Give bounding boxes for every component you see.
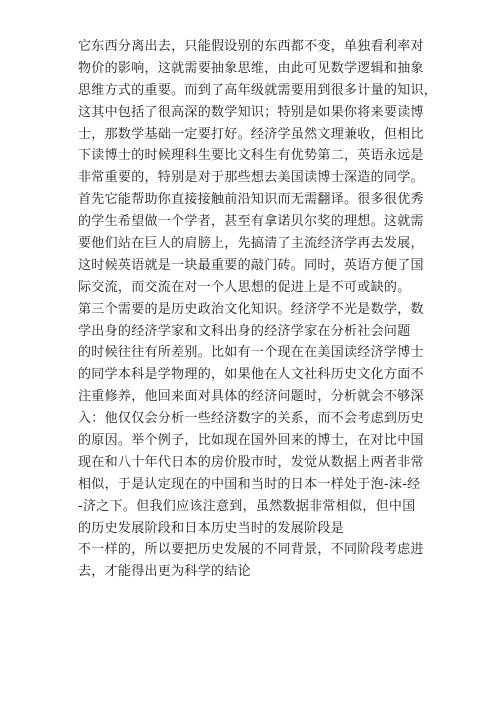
text-line: 入：他仅仅会分析一些经济数字的关系，而不会考虑到历史: [78, 411, 424, 427]
text-line: 际交流，而交流在对一个人思想的促进上是不可或缺的。: [78, 279, 411, 295]
body-text: [78, 36, 438, 583]
text-line: 的学生希望做一个学者，甚至有拿诺贝尔奖的理想。这就需: [78, 214, 424, 230]
text-line: 下读博士的时候理科生要比文科生有优势第二，英语永远是: [78, 148, 424, 164]
text-line: -济之下。但我们应该注意到，虽然数据非常相似，但中国: [78, 498, 416, 514]
text-line: 学出身的经济学家和文科出身的经济学家在分析社会问题: [78, 323, 411, 339]
text-line: 首先它能帮助你直接接触前沿知识而无需翻译。很多很优秀: [78, 192, 424, 208]
text-line: 物价的影响，这就需要抽象思维，由此可见数学逻辑和抽象: [78, 60, 424, 76]
text-line: 的原因。举个例子，比如现在国外回来的博士，在对比中国: [78, 433, 424, 449]
text-line: 思维方式的重要。而到了高年级就需要用到很多计量的知识，: [78, 82, 438, 98]
text-line: 的同学本科是学物理的，如果他在人文社科历史文化方面不: [78, 367, 424, 383]
text-line: 要他们站在巨人的肩膀上，先搞清了主流经济学再去发展，: [78, 236, 424, 252]
text-line: 的历史发展阶段和日本历史当时的发展阶段是: [78, 520, 345, 536]
text-line: 相似，于是认定现在的中国和当时的日本一样处于泡-沫-经: [78, 476, 421, 492]
text-line: 这时候英语就是一块最重要的敲门砖。同时，英语方便了国: [78, 257, 424, 273]
text-line: 它东西分离出去，只能假设别的东西都不变，单独看利率对: [78, 39, 424, 54]
text-line: 现在和八十年代日本的房价股市时，发觉从数据上两者非常: [78, 454, 424, 470]
text-line: 非常重要的，特别是对于那些想去美国读博士深造的同学。: [78, 170, 424, 186]
text-line: 注重修养，他回来面对具体的经济问题时，分析就会不够深: [78, 389, 424, 405]
text-line: 去，才能得出更为科学的结论: [78, 564, 251, 580]
text-line: 的时候往往有所差别。比如有一个现在在美国读经济学博士: [78, 345, 424, 361]
text-line: 这其中包括了很高深的数学知识；特别是如果你将来要读博: [78, 104, 424, 120]
text-line: 第三个需要的是历史政治文化知识。经济学不光是数学，数: [78, 301, 424, 317]
text-line: 不一样的，所以要把历史发展的不同背景，不同阶段考虑进: [78, 542, 424, 558]
text-line: 士，那数学基础一定要打好。经济学虽然文理兼收，但相比: [78, 126, 424, 142]
